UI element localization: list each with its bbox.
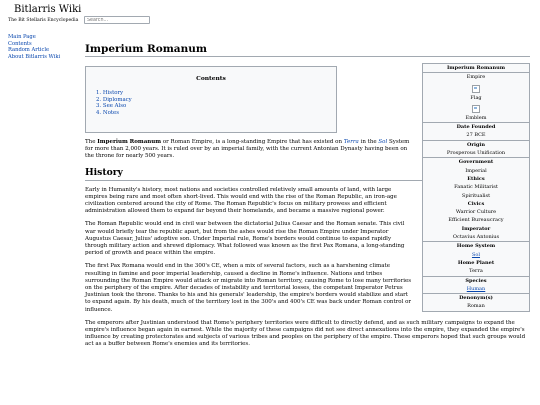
- home-system-link[interactable]: Sol: [471, 251, 481, 258]
- sol-link[interactable]: Sol: [378, 139, 388, 145]
- civics-label: Civics: [467, 200, 485, 207]
- toc-entry-notes[interactable]: 4. Notes: [96, 109, 119, 116]
- flag-caption: Flag: [470, 94, 482, 101]
- flag-image[interactable]: [423, 82, 529, 94]
- imperator-label: Imperator: [461, 225, 491, 232]
- civics-value: Efficient Bureaucracy: [448, 217, 504, 224]
- site-title[interactable]: Bitlarris Wiki: [14, 4, 82, 15]
- article-subject: Imperium Romanum: [97, 139, 162, 145]
- species-label: Species: [423, 276, 529, 285]
- toc-entry-see-also[interactable]: 3. See Also: [96, 103, 127, 110]
- table-of-contents: [85, 66, 337, 133]
- date-founded-label: Date Founded: [423, 122, 529, 131]
- emblem-image[interactable]: [423, 102, 529, 114]
- nav-link-about[interactable]: About Bitlarris Wiki: [8, 53, 61, 60]
- history-paragraph: The Roman Republic would end in civil war between the dictatorial Julius Caesar and the Roman senate. This civil war would briefly tear the republic apart, but from the ashes would rise the Roman Empire under Imperator Augustus Caesar, Julius' adoptive son. Under Imperial rule, Rome's borders would continue to expand rapidly through military action and shrewd diplomacy. What followed was known as the first Pax Romana, a long-standing period of growth and peace within the empire.: [85, 221, 405, 257]
- home-planet-label: Home Planet: [457, 259, 495, 266]
- broken-image-icon: [472, 105, 480, 113]
- government-label: Government: [423, 157, 529, 166]
- infobox-title: Imperium Romanum: [423, 64, 529, 73]
- article-content: [81, 36, 533, 405]
- infobox: [422, 63, 530, 312]
- denonym-value: Roman: [467, 303, 485, 310]
- ethics-label: Ethics: [467, 175, 485, 182]
- history-paragraph: The first Pax Romana would end in the 300's CE, when a mix of several factors, such as a harshening climate resulting in famine and poor imperial leadership, caused a decline in Rome's influence. Nations and tribes surrounding the Roman Empire would attack or migrate into Roman territory, causing Rome to lose many territories on the periphery of the empire. After decades of instability and territorial losses, the competant Imperator Petrus Justinian took the throne. Thanks to his and his generals' leadership, the empire's borders would stabilize and start to expand again. By his death, much of the territory lost in the 300's and 400's CE was back under Roman control or influence.: [85, 263, 412, 313]
- origin-value: Prosperous Unification: [446, 150, 506, 157]
- government-value: Imperial: [465, 167, 487, 174]
- toc-title: Contents: [196, 75, 226, 82]
- sidebar-nav: [8, 34, 78, 60]
- ethics-value: Fanatic Militarist: [454, 184, 498, 191]
- site-tagline: The Bit Stellaris Encyclopedia: [8, 18, 79, 23]
- denonym-label: Denonym(s): [423, 293, 529, 302]
- emblem-caption: Emblem: [465, 114, 487, 121]
- title-divider: [85, 56, 530, 57]
- history-paragraph: Early in Humanity's history, most nations and societies controlled reletively small amounts of land, with large empires being rare and most often short-lived. This would end with the rise of the Roman Republic, an iron-age civilization centered around the city of Rome. The Roman Republic's focus on military prowess and efficient administration allowed them to expand far beyond their homelands, and became a massive regional power.: [85, 186, 397, 215]
- broken-image-icon: [472, 85, 480, 93]
- date-founded-value: 27 BCE: [466, 132, 486, 139]
- ethics-value: Spiritualist: [461, 192, 491, 199]
- imperator-value: Octavius Antonius: [452, 234, 500, 241]
- nav-link-random-article[interactable]: Random Article: [8, 47, 50, 54]
- search-input[interactable]: [84, 16, 150, 24]
- history-paragraph: The emperors after Justinian understood that Rome's periphery territories were difficult to directly defend, and as such military campaigns to expand the empire's influence began again in earnest. While the majority of these campaigns did not see direct annexations into the empire, they expanded the empire's influence by creating protectorates and subjects of various tribes and peoples on the periphery of the empire. These emperors hoped that such groups would act as a buffer between Rome's enemies and its territories.: [85, 319, 526, 348]
- toc-entry-diplomacy[interactable]: 2. Diplomacy: [96, 96, 132, 103]
- nav-link-contents[interactable]: Contents: [8, 40, 32, 47]
- infobox-subtitle: Empire: [466, 74, 486, 81]
- origin-label: Origin: [423, 140, 529, 149]
- page-title: Imperium Romanum: [85, 43, 207, 55]
- nav-link-main-page[interactable]: Main Page: [8, 34, 36, 40]
- section-heading-history: History: [85, 167, 530, 181]
- species-link[interactable]: Human: [466, 285, 486, 292]
- terra-link[interactable]: Terra: [343, 139, 359, 145]
- toc-entry-history[interactable]: 1. History: [96, 90, 124, 97]
- article-body: [85, 63, 530, 355]
- home-system-label: Home System: [423, 241, 529, 250]
- civics-value: Warrior Culture: [455, 209, 497, 216]
- intro-paragraph: The Imperium Romanum or Roman Empire, is a long-standing Empire that has existed on Terra in the Sol System for more than 2,000 years. It is ruled over by an imperial family, with the current Antonian Dynasty having been on the throne for nearly 500 years.: [85, 139, 410, 160]
- home-planet-value: Terra: [469, 268, 483, 275]
